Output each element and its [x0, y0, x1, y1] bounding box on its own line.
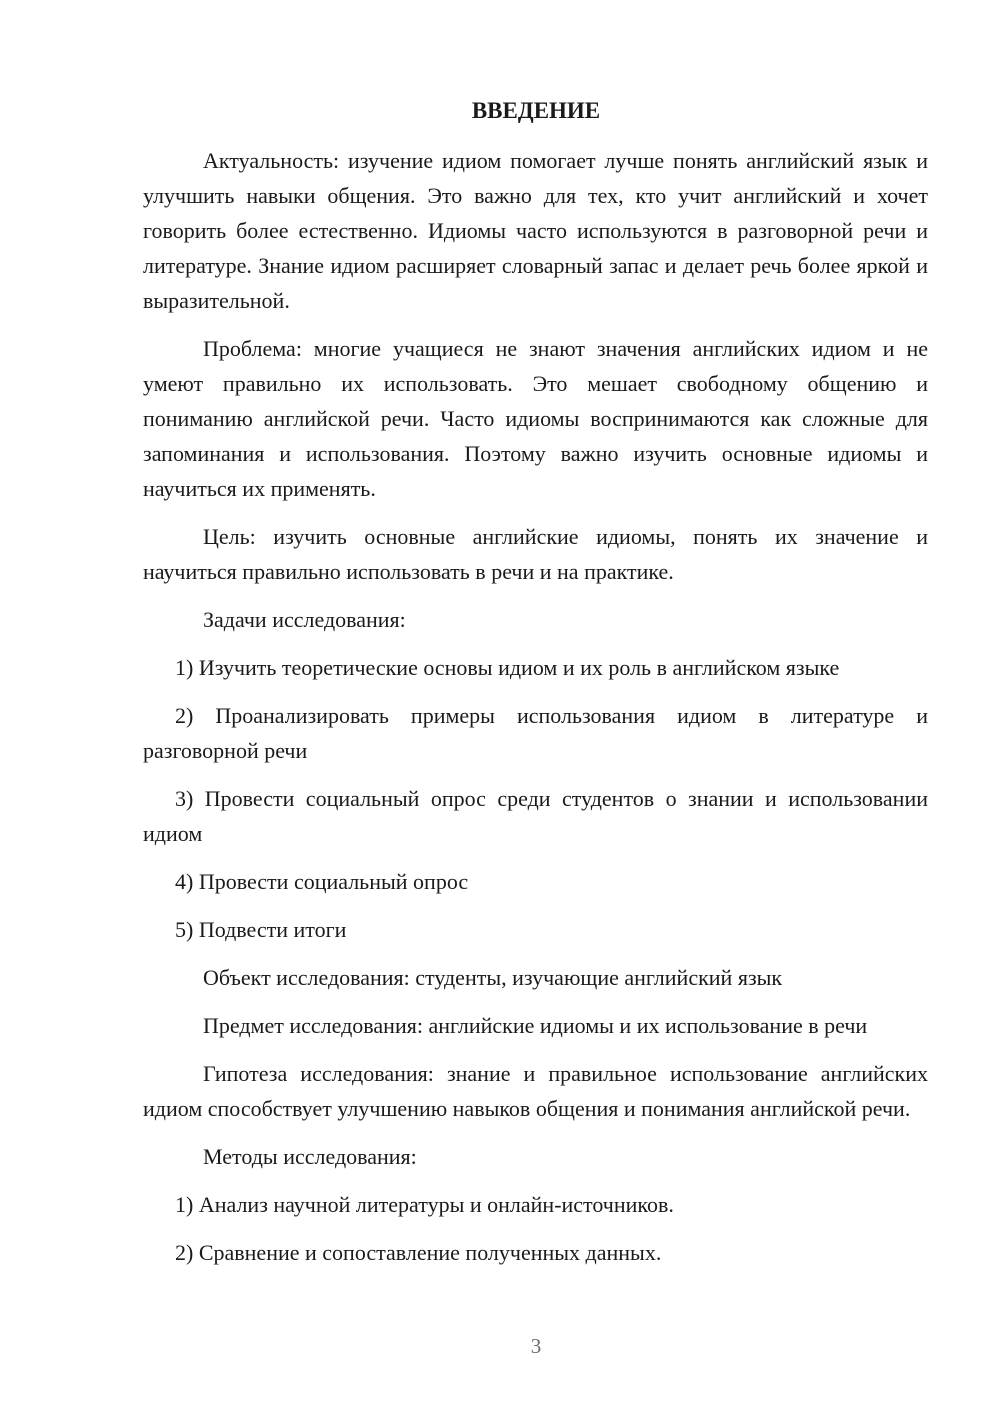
- task-item: 2) Проанализировать примеры использования идиом в литературе и разговорной речи: [143, 703, 928, 763]
- subject-paragraph: Предмет исследования: английские идиомы и их использование в речи: [203, 1013, 868, 1038]
- task-item: 1) Изучить теоретические основы идиом и их роль в английском языке: [175, 655, 840, 680]
- object-paragraph: Объект исследования: студенты, изучающие английский язык: [203, 965, 783, 990]
- goal-paragraph: Цель: изучить основные английские идиомы, понять их значение и научиться правильно использовать в речи и на практике.: [143, 524, 928, 584]
- relevance-paragraph: Актуальность: изучение идиом помогает лучше понять английский язык и улучшить навыки общения. Это важно для тех, кто учит английский и хочет говорить более естественно. Идиомы часто используются в разговорной речи и литературе. Знание идиом расширяет словарный запас и делает речь более яркой и выразительной.: [143, 148, 928, 313]
- method-item: 1) Анализ научной литературы и онлайн-источников.: [175, 1192, 674, 1217]
- methods-heading: Методы исследования:: [203, 1144, 417, 1169]
- page-title: ВВЕДЕНИЕ: [471, 98, 601, 123]
- page-number: 3: [530, 1334, 542, 1358]
- hypothesis-paragraph: Гипотеза исследования: знание и правильное использование английских идиом способствует улучшению навыков общения и понимания английской речи.: [143, 1061, 928, 1121]
- task-item: 4) Провести социальный опрос: [175, 869, 469, 894]
- page-content: [143, 143, 928, 1283]
- method-item: 2) Сравнение и сопоставление полученных данных.: [175, 1240, 662, 1265]
- tasks-heading: Задачи исследования:: [203, 607, 406, 632]
- task-item: 3) Провести социальный опрос среди студентов о знании и использовании идиом: [143, 786, 928, 846]
- problem-paragraph: Проблема: многие учащиеся не знают значения английских идиом и не умеют правильно их использовать. Это мешает свободному общению и пониманию английской речи. Часто идиомы воспринимаются как сложные для запоминания и использования. Поэтому важно изучить основные идиомы и научиться их применять.: [143, 336, 928, 501]
- task-item: 5) Подвести итоги: [175, 917, 347, 942]
